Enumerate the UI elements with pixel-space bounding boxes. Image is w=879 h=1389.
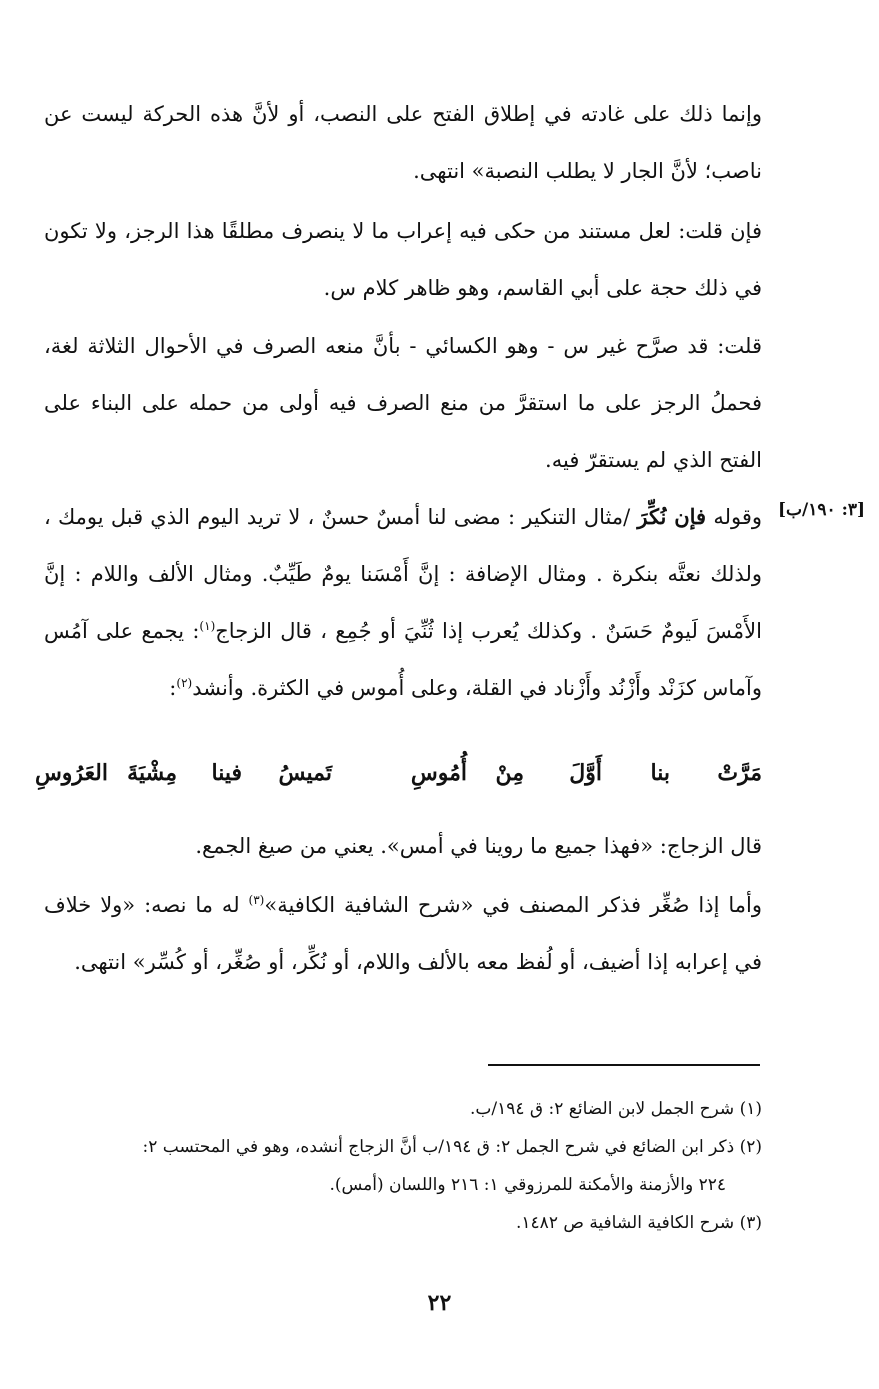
verse-word: أُمُوسِ — [410, 760, 467, 786]
paragraph-4-lead: وقوله — [713, 505, 762, 529]
paragraph-3: قلت: قد صرَّح غير س - وهو الكسائي - بأنَّ منعه الصرف في الأحوال الثلاثة لغة، فحملُ الرجز على ما استقرَّ من منع الصرف فيه أولى من حمله على البناء على الفتح الذي لم يستقرّ فيه. — [44, 334, 762, 472]
poetry-verse — [34, 760, 762, 800]
footnote-1: (١) شرح الجمل لابن الضائع ٢: ق ١٩٤/ب. — [469, 1099, 762, 1119]
paragraph-4-body-2: : يجمع على آمُس وآماس كزَنْد وأَزْنُد وأَزْناد في القلة، وعلى أُموس في الكثرة. وأنشد — [44, 619, 762, 700]
paragraph-7 — [44, 877, 762, 991]
verse-word: العَرُوسِ — [34, 760, 108, 786]
quoted-phrase: فإن نُكِّرَ — [637, 504, 707, 529]
verse-word: بنا — [650, 760, 670, 786]
verse-word: أَوَّلَ — [569, 760, 602, 786]
footnote-3: (٣) شرح الكافية الشافية ص ١٤٨٢. — [516, 1213, 762, 1233]
paragraph-4-body: /مثال التنكير : مضى لنا أمسٌ حسنٌ ، لا تريد اليوم الذي قبل يومك ، ولذلك نعتَّه بنكرة . ومثال الإضافة : إنَّ أَمْسَنا يومٌ طَيِّبٌ. ومثال الألف واللام : إنَّ الأَمْسَ لَيومٌ حَسَنٌ . وكذلك يُعرب إذا ثُنِّيَ أو جُمِع ، قال الزجاج — [44, 505, 762, 643]
footnote-2: (٢) ذكر ابن الضائع في شرح الجمل ٢: ق ١٩٤/ب أنَّ الزجاج أنشده، وهو في المحتسب ٢: — [142, 1137, 762, 1157]
paragraph-4-end: : — [169, 676, 177, 700]
footnote-2-continuation: ٢٢٤ والأزمنة والأمكنة للمرزوقي ١: ٢١٦ واللسان (أمس). — [329, 1175, 726, 1195]
verse-word: تَميسُ — [278, 760, 332, 786]
verse-word: مِشْيَةَ — [127, 760, 177, 786]
verse-word: مِنْ — [495, 760, 524, 786]
paragraph-4 — [44, 488, 762, 717]
footnotes — [44, 1090, 762, 1242]
verse-word: مَرَّتْ — [717, 760, 762, 786]
footnote-ref-1: (١) — [199, 619, 216, 633]
footnote-ref-2: (٢) — [176, 676, 193, 690]
footnote-ref-3: (٣) — [248, 893, 265, 907]
footnote-divider — [488, 1064, 760, 1066]
paragraph-2: فإن قلت: لعل مستند من حكى فيه إعراب ما لا ينصرف مطلقًا هذا الرجز، ولا تكون في ذلك حجة على أبي القاسم، وهو ظاهر كلام س. — [44, 219, 762, 300]
paragraph-1: وإنما ذلك على غادته في إطلاق الفتح على النصب، أو لأنَّ هذه الحركة ليست عن ناصب؛ لأنَّ الجار لا يطلب النصبة» انتهى. — [44, 102, 762, 183]
paragraph-7-b: له ما نصه: «ولا خلاف في إعرابه إذا أضيف، أو لُفظ معه بالألف واللام، أو نُكِّر، أو صُغِّر، أو كُسِّر» انتهى. — [44, 893, 762, 974]
manuscript-folio-reference: [٣: ١٩٠/ب] — [778, 500, 866, 520]
paragraph-7-a: وأما إذا صُغِّر فذكر المصنف في «شرح الشافية الكافية» — [264, 893, 762, 917]
verse-word: فينا — [211, 760, 242, 786]
paragraph-6: قال الزجاج: «فهذا جميع ما روينا في أمس». يعني من صيغ الجمع. — [195, 834, 762, 858]
page-number: ٢٢ — [427, 1290, 452, 1316]
